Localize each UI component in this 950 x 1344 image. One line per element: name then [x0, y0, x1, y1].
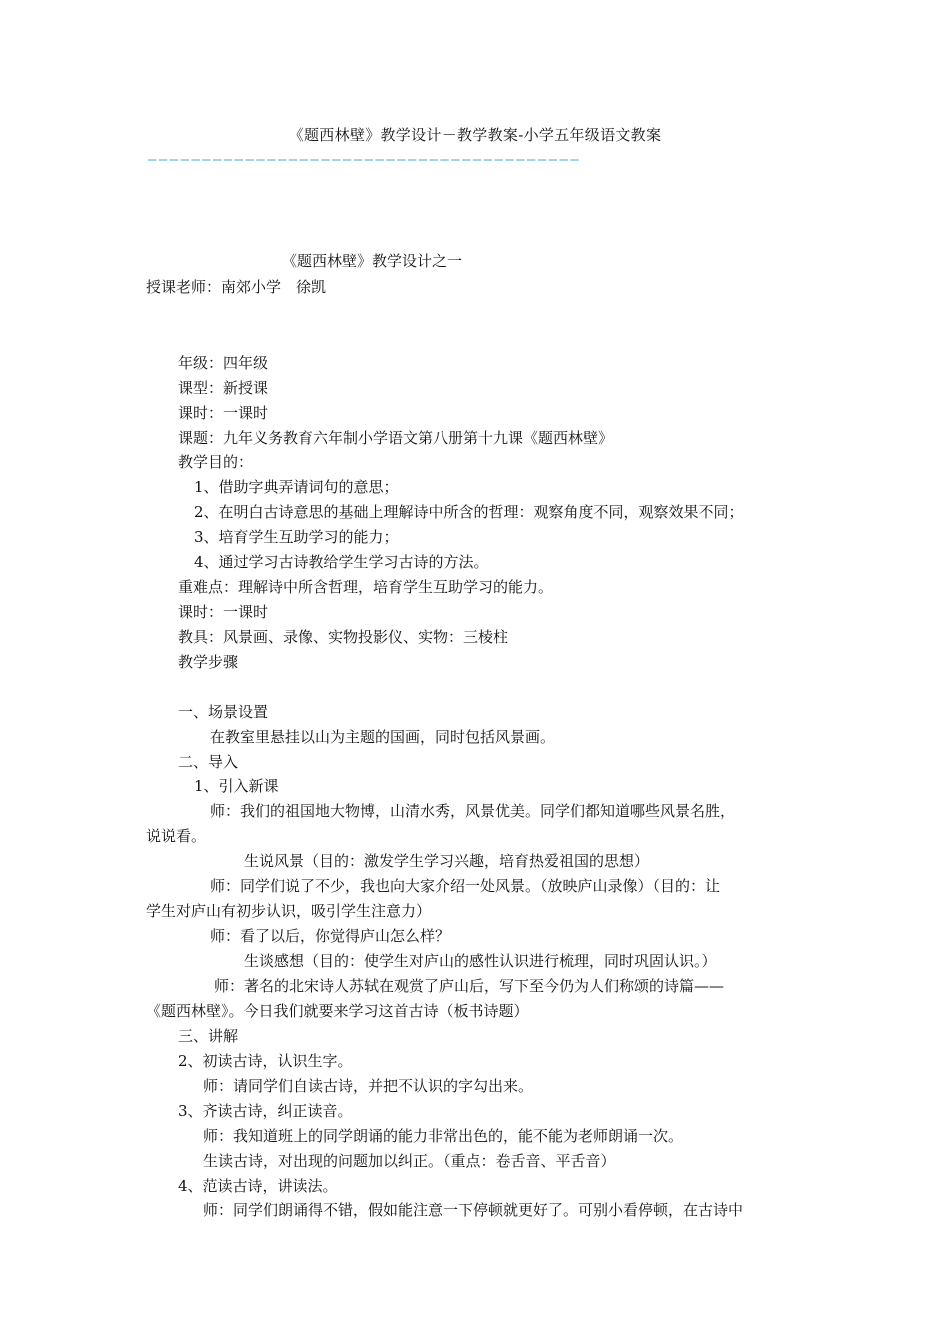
- period-line-2: 课时：一课时: [178, 603, 269, 621]
- subsection-heading: 3、齐读古诗，纠正读音。: [178, 1102, 353, 1120]
- section-heading: 三、讲解: [178, 1027, 239, 1045]
- goal-item: 2、在明白古诗意思的基础上理解诗中所含的哲理：观察角度不同，观察效果不同；: [194, 503, 744, 521]
- paragraph: 生读古诗，对出现的问题加以纠正。（重点：卷舌音、平舌音）: [203, 1152, 616, 1170]
- paragraph: 师：我们的祖国地大物博，山清水秀，风景优美。同学们都知道哪些风景名胜，: [210, 802, 736, 820]
- paragraph: 师：请同学们自读古诗，并把不认识的字勾出来。: [203, 1077, 534, 1095]
- section-heading: 一、场景设置: [178, 703, 269, 721]
- steps-label: 教学步骤: [178, 653, 239, 671]
- paragraph: 师：看了以后，你觉得庐山怎么样？: [210, 927, 451, 945]
- grade-line: 年级：四年级: [178, 354, 269, 372]
- paragraph: 在教室里悬挂以山为主题的国画，同时包括风景画。: [210, 728, 556, 746]
- teacher-line: 授课老师：南郊小学 徐凯: [146, 278, 327, 296]
- lesson-type-line: 课型：新授课: [178, 379, 269, 397]
- paragraph: 学生对庐山有初步认识，吸引学生注意力）: [146, 902, 432, 920]
- period-line: 课时：一课时: [178, 404, 269, 422]
- subsection-heading: 1、引入新课: [194, 777, 279, 795]
- tools-line: 教具：风景画、录像、实物投影仪、实物：三棱柱: [178, 628, 509, 646]
- paragraph: 《题西林壁》。今日我们就要来学习这首古诗（板书诗题）: [146, 1002, 529, 1020]
- section-heading: 二、导入: [178, 753, 239, 771]
- goal-item: 4、通过学习古诗教给学生学习古诗的方法。: [194, 553, 489, 571]
- goals-label: 教学目的：: [178, 453, 254, 471]
- goal-item: 3、培育学生互助学习的能力；: [194, 528, 399, 546]
- paragraph: 师：著名的北宋诗人苏轼在观赏了庐山后，写下至今仍为人们称颂的诗篇——: [214, 977, 725, 995]
- paragraph: 生谈感想（目的：使学生对庐山的感性认识进行梳理，同时巩固认识。）: [244, 952, 717, 970]
- paragraph: 说说看。: [146, 827, 207, 845]
- header-divider: ————————————————————————————————————————: [148, 152, 582, 168]
- subsection-heading: 4、范读古诗，讲读法。: [178, 1177, 338, 1195]
- paragraph: 生说风景（目的：激发学生学习兴趣，培育热爱祖国的思想）: [244, 852, 650, 870]
- paragraph: 师：同学们朗诵得不错，假如能注意一下停顿就更好了。可别小看停顿，在古诗中: [203, 1201, 744, 1219]
- goal-item: 1、借助字典弄请词句的意思；: [194, 478, 399, 496]
- topic-line: 课题：九年义务教育六年制小学语文第八册第十九课《题西林壁》: [178, 429, 614, 447]
- paragraph: 师：同学们说了不少，我也向大家介绍一处风景。（放映庐山录像）（目的：让: [210, 877, 721, 895]
- subsection-heading: 2、初读古诗，认识生字。: [178, 1052, 353, 1070]
- paragraph: 师：我知道班上的同学朗诵的能力非常出色的，能不能为老师朗诵一次。: [203, 1127, 684, 1145]
- doc-subtitle: 《题西林壁》教学设计之一: [282, 252, 463, 270]
- key-points-line: 重难点：理解诗中所含哲理，培育学生互助学习的能力。: [178, 578, 554, 596]
- page-title: 《题西林壁》教学设计－教学教案-小学五年级语文教案: [288, 126, 662, 144]
